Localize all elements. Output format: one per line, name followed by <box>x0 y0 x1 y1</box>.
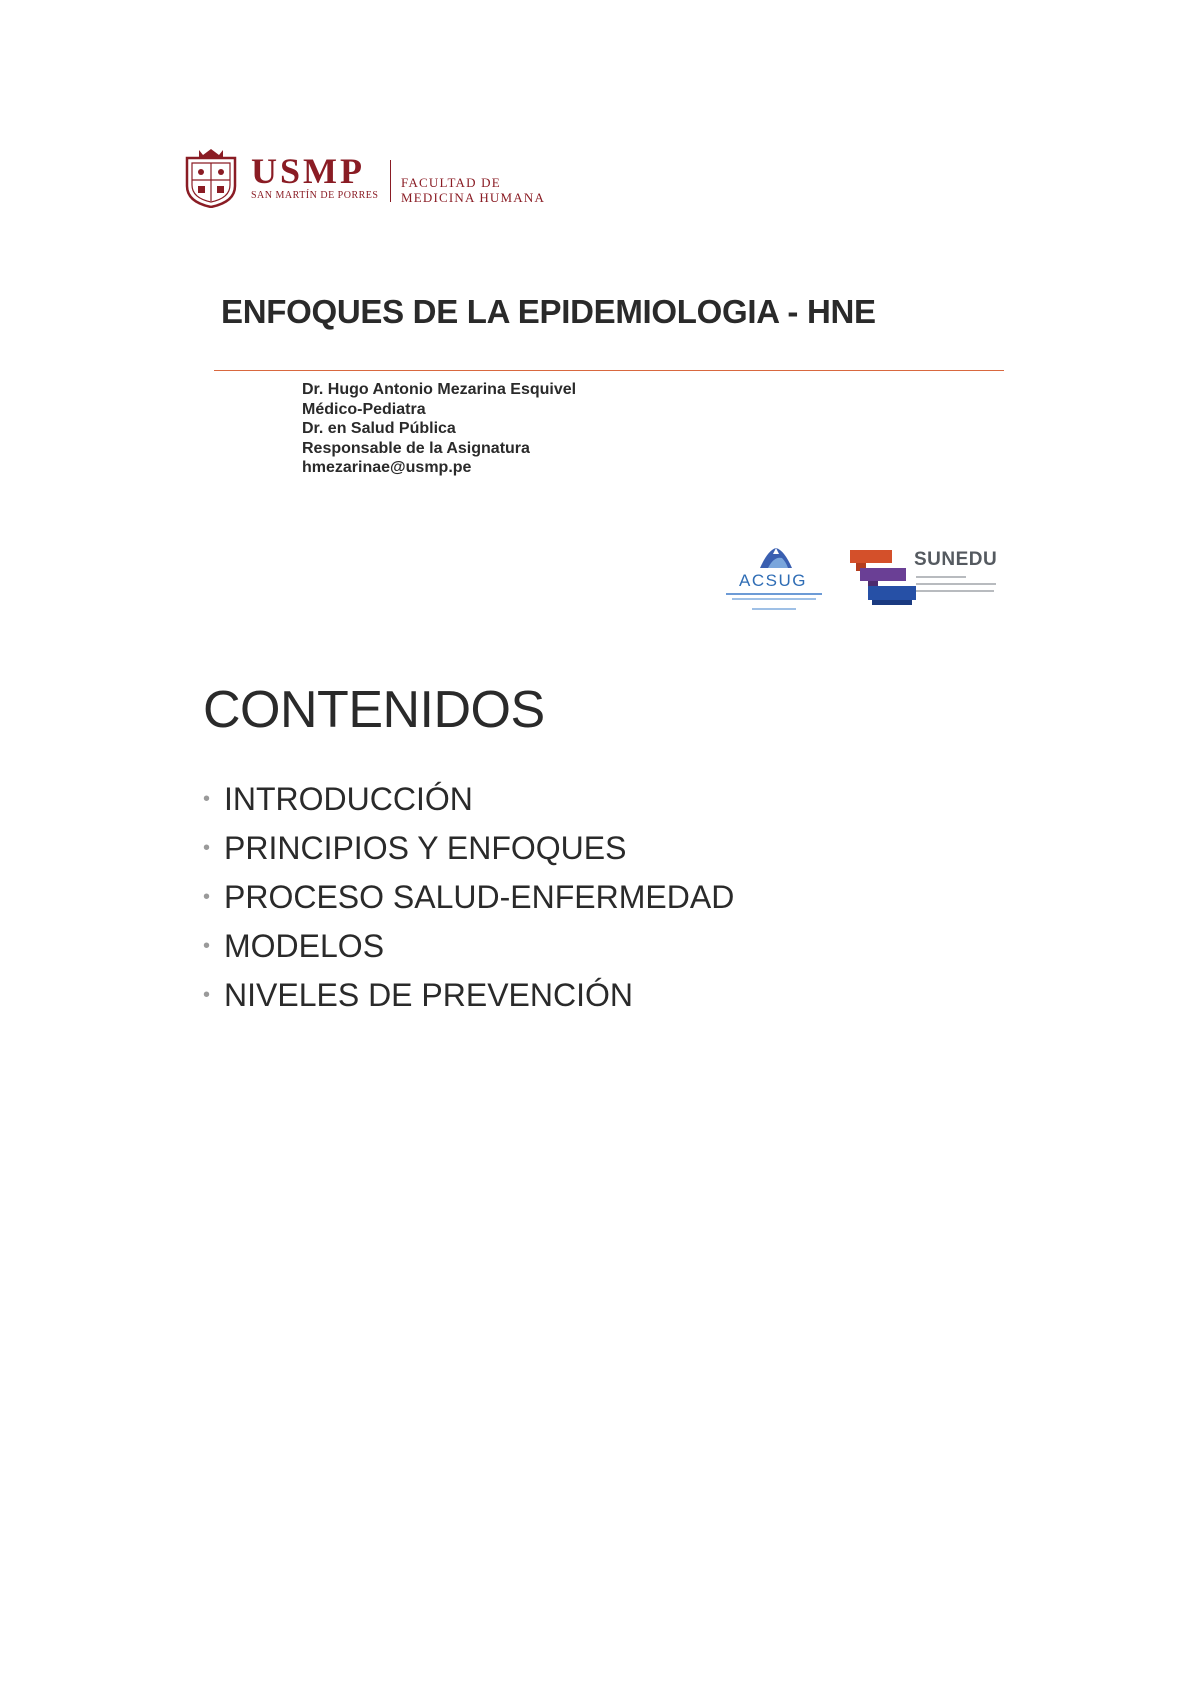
acsug-tagline <box>726 593 822 595</box>
bullet-icon: • <box>203 984 211 1006</box>
list-item-label: PRINCIPIOS Y ENFOQUES <box>224 830 627 866</box>
acsug-wordmark: ACSUG <box>739 571 807 590</box>
author-specialty: Médico-Pediatra <box>302 400 426 418</box>
faculty-name-line1: FACULTAD DE <box>401 175 501 190</box>
course-title: ENFOQUES DE LA EPIDEMIOLOGIA - HNE <box>221 293 876 330</box>
author-degree: Dr. en Salud Pública <box>302 420 456 437</box>
list-item-label: NIVELES DE PREVENCIÓN <box>224 977 633 1013</box>
bullet-icon: • <box>203 837 211 859</box>
title-divider <box>214 370 1004 371</box>
author-block <box>302 380 576 478</box>
list-item-label: MODELOS <box>224 928 385 964</box>
faculty-name-line2: MEDICINA HUMANA <box>401 190 546 205</box>
sunedu-blocks-icon <box>848 548 918 608</box>
list-item-label: INTRODUCCIÓN <box>224 781 473 817</box>
header-divider <box>390 160 391 202</box>
acsug-emblem-icon <box>758 546 794 570</box>
bullet-icon: • <box>203 886 211 908</box>
sunedu-tagline <box>916 576 966 578</box>
institution-header <box>183 148 563 212</box>
list-item <box>203 925 734 974</box>
contents-heading: CONTENIDOS <box>203 681 545 739</box>
usmp-seal-logo <box>183 148 239 208</box>
bullet-icon: • <box>203 788 211 810</box>
author-role: Responsable de la Asignatura <box>302 439 530 457</box>
sunedu-tagline <box>916 583 996 585</box>
list-item-label: PROCESO SALUD-ENFERMEDAD <box>224 879 735 915</box>
usmp-wordmark: USMP <box>251 151 365 191</box>
list-item <box>203 876 734 925</box>
acsug-tagline <box>752 608 796 610</box>
usmp-subtitle: SAN MARTÍN DE PORRES <box>251 190 379 201</box>
author-name: Dr. Hugo Antonio Mezarina Esquivel <box>302 381 577 398</box>
bullet-icon: • <box>203 935 211 957</box>
list-item <box>203 778 734 827</box>
acsug-logo <box>722 546 832 616</box>
sunedu-wordmark: SUNEDU <box>914 549 998 570</box>
sunedu-logo <box>848 548 1008 608</box>
list-item <box>203 974 734 1023</box>
contents-list <box>203 778 734 1023</box>
sunedu-tagline <box>916 590 994 592</box>
acsug-tagline <box>732 598 816 600</box>
author-email: hmezarinae@usmp.pe <box>302 459 472 476</box>
list-item <box>203 827 734 876</box>
